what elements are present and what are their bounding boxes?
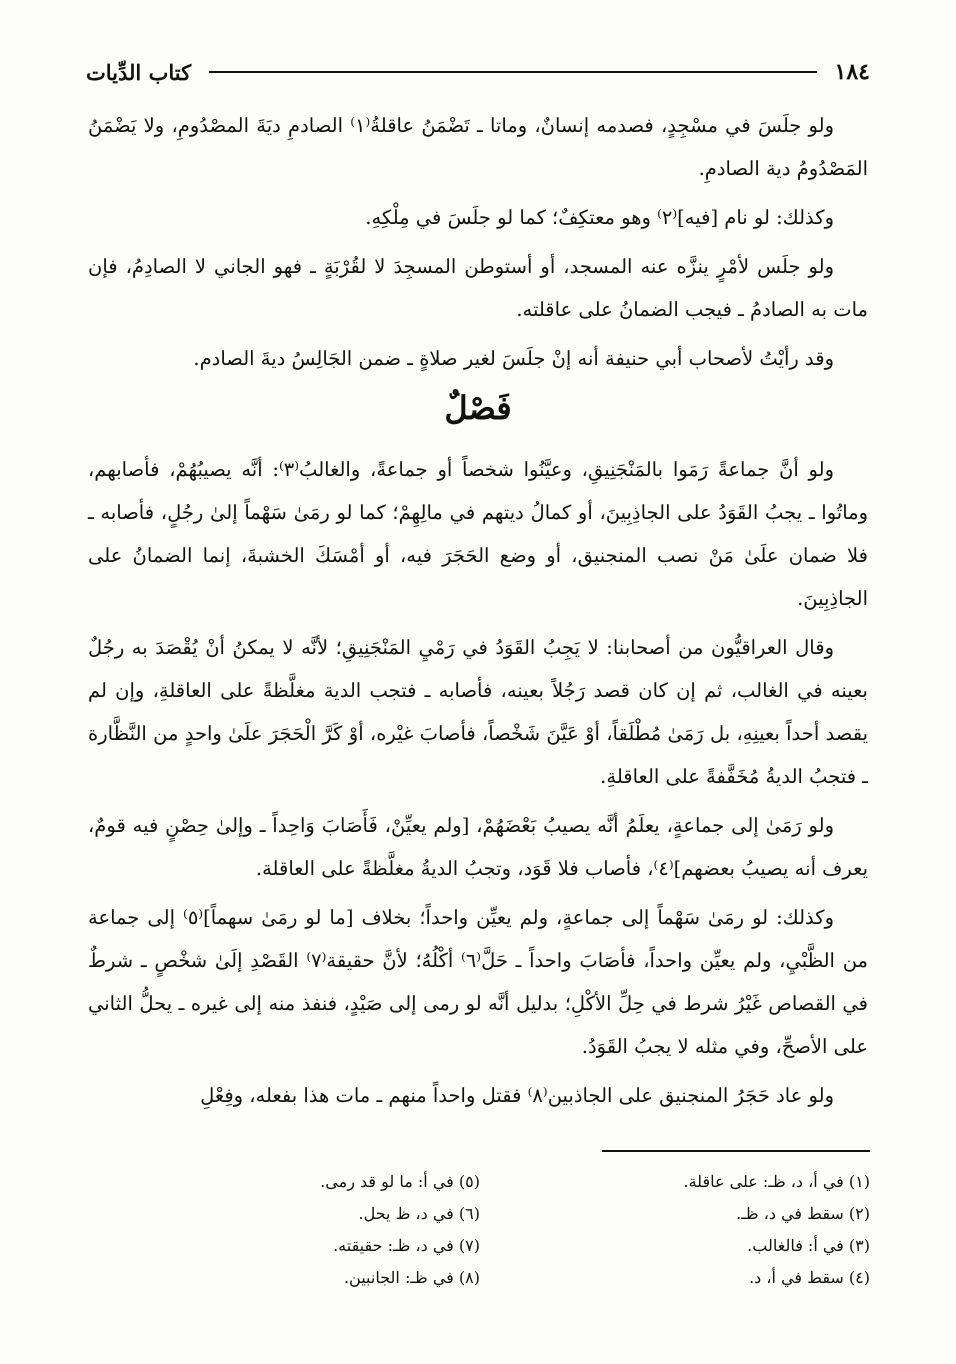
- page-number: ١٨٤: [834, 59, 870, 85]
- page-header: [86, 56, 870, 88]
- paragraph: وكذلك: لو نام [فيه]⁽٢⁾ وهو معتكِفٌ؛ كما لو جلَسَ في مِلْكِهِ.: [365, 206, 834, 229]
- paragraph: وقد رأيْتُ لأصحاب أبي حنيفة أنه إنْ جلَسَ لغير صلاةٍ ـ ضمن الجَالِسُ ديةَ الصادم.: [193, 347, 834, 370]
- paragraph: وقال العراقيُّون من أصحابنا: لا يَجِبُ القَوَدُ في رَمْيِ المَنْجَنِيقِ؛ لأنَّه لا يمكنُ أنْ يُقْصَدَ به رجُلٌ بعينه في الغالب، ثم إن كان قصد رَجُلاً بعينه، فأصابه ـ فتجب الدية مغلَّظةً على العاقلةِ، وإن لم يقصد أحداً بعينِهِ، بل رَمَىٰ مُطْلَقاً، أوْ عَيَّنَ شَخْصاً، فأصابَ غيْره، أوْ كَرَّ الْحَجَرَ علَىٰ واحدٍ من النَّظَّارة ـ فتجبُ الديةُ مُخَفَّفةً على العاقلةِ.: [88, 636, 868, 788]
- main-text: [88, 104, 868, 1123]
- section-heading: فَصْلٌ: [444, 389, 512, 427]
- running-title: كتاب الدِّيات: [86, 59, 192, 85]
- paragraph: ولو أنَّ جماعةً رَمَوا بالمَنْجَنِيقِ، وعيَّنُوا شخصاً أو جماعةً، والغالبُ⁽٣⁾: أنَّه يصيبُهُمْ، فأصابهم، وماتُوا ـ يجبُ القَوَدُ على الجاذِبِينَ، أو كمالُ ديتهم في مالِهِمْ؛ كما لو رمَىٰ سَهْماً إلىٰ رجُلٍ، فأصابه ـ فلا ضمان علَىٰ مَنْ نصب المنجنيق، أو وضع الحَجَرَ فيه، أو أمْسَكَ الخشبةَ، إنما الضمانُ على الجاذِبِينَ.: [88, 458, 868, 610]
- footnote: (٦) في د، ظ يحل.: [358, 1204, 480, 1223]
- header-rule: [209, 71, 816, 73]
- footnote: (٣) في أ: فالغالب.: [747, 1236, 870, 1255]
- footnote: (٧) في د، ظـ: حقيقته.: [333, 1236, 480, 1255]
- footnote: (٨) في ظـ: الجانبين.: [343, 1268, 480, 1287]
- paragraph: ولو جلَس لأمْرٍ ينزَّه عنه المسجد، أو أستوطن المسجِدَ لا لقُرْبَةٍ ـ فهو الجاني لا الصادِمُ، فإن مات به الصادمُ ـ فيجب الضمانُ على عاقلته.: [88, 255, 868, 321]
- footnotes-right-column: [480, 1166, 870, 1294]
- footnote: (٥) في أ: ما لو قد رمى.: [320, 1172, 480, 1191]
- footnote: (٢) سقط في د، ظـ.: [736, 1204, 870, 1223]
- paragraph: وكذلك: لو رمَىٰ سَهْماً إلى جماعةٍ، ولم يعيِّن واحداً؛ بخلاف [ما لو رمَىٰ سهماً]⁽٥⁾ إلى جماعة من الظَّبْيِ، ولم يعيِّن واحداً، فأصَابَ واحداً ـ حَلَّ⁽٦⁾ أكْلُهُ؛ لأنَّ حقيقة⁽٧⁾ القَصْدِ إلَىٰ شخْصٍ ـ شرطٌ في القصاص غَيْرُ شرط في حِلِّ الأكْلِ؛ بدليل أنَّه لو رمى إلى صَيْدٍ، فنفذ منه إلى غيره ـ يحلُّ الثاني على الأصحِّ، وفي مثله لا يجبُ القَوَدُ.: [88, 906, 868, 1058]
- paragraph: ولو رَمَىٰ إلى جماعةٍ، يعلَمُ أنَّه يصيبُ بَعْضَهُمْ، [ولم يعيِّنْ، فَأَصَابَ وَاحِداً ـ وإلىٰ حِصْنٍ فيه قومٌ، يعرف أنه يصيبُ بعضهم]⁽٤⁾، فأصاب فلا قَوَد، وتجبُ الديةُ مغلَّظةً على العاقلة.: [88, 814, 868, 880]
- footnote-divider: [602, 1150, 870, 1152]
- paragraph: ولو عاد حَجَرُ المنجنيق على الجاذبين⁽٨⁾ فقتل واحداً منهم ـ مات هذا بفعله، وفِعْلِ: [200, 1084, 834, 1107]
- paragraph: ولو جلَسَ في مسْجِدٍ، فصدمه إنسانٌ، وماتا ـ تَضْمَنُ عاقلةُ⁽١⁾ الصادمِ ديَةَ المصْدُومِ، ولا يَضْمَنُ المَصْدُومُ دية الصادمِ.: [88, 114, 868, 180]
- footnotes: [86, 1166, 870, 1294]
- footnotes-left-column: [90, 1166, 480, 1294]
- footnote: (٤) سقط في أ، د.: [749, 1268, 870, 1287]
- footnote: (١) في أ، د، ظـ: على عاقلة.: [683, 1172, 870, 1191]
